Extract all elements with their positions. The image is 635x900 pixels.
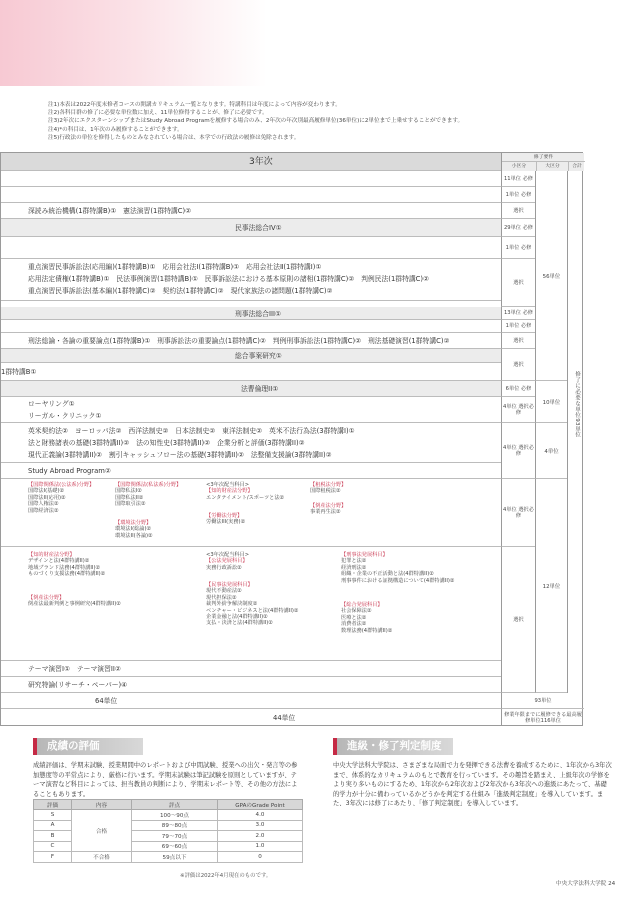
group-minji-hatten: 【民事法発展科目】 現代不動産法② 現代担保法② 裁判外紛争解決制度② ベンチャー・ビジネスと法(4群特講II)② 企業金融と法(4群特講II)② 支払・決済と法(4群特講II)② <box>206 582 299 627</box>
req-sentaku-c: 選択 <box>501 333 535 349</box>
theme-seminar: テーマ演習I① テーマ演習II② <box>28 665 121 673</box>
group-tosan: 【倒産法分野】 事業再生法② <box>310 503 347 516</box>
group-rodo: 【労働法分野】 労働法III(実務)② <box>206 513 246 526</box>
minji-sogo: 民事法総合IV① <box>235 224 282 232</box>
group-koho: 【国際関係法(公法系)分野】 国際法I(基礎)② 国際法II(応用)② 国際人権法② 国際経済法② <box>28 482 95 514</box>
row-basic-law <box>1 423 501 463</box>
sub-category-label: 小区分 <box>511 164 527 169</box>
req-1a: 1単位 必修 <box>501 187 535 203</box>
note-5: 注5)行政法の単位を修得したものとみなされている場合は、本学での行政法の履修は免除されます。 <box>48 134 300 141</box>
row-blank-4 <box>1 320 501 333</box>
note-2: 注2)各科目群の修了に必要な単位数に加え、11単位修得することが、修了に必要です。 <box>48 110 268 117</box>
basic-law-1: 英米契約法② ヨーロッパ法② 西洋法制史② 日本法制史② 東洋法制史② 英米不法行為法(3群特講I)① <box>28 427 355 435</box>
note-3: 注3)2年次にエクスターンシップまたはStudy Abroad Programを履修する場合のみ、2年次の年次別最高履修単位(36単位)に2単位まで上乗せすることができます。 <box>48 118 464 125</box>
req-4: 4単位 <box>535 423 567 479</box>
row-minji-electives <box>1 259 501 301</box>
req-1b: 1単位 必修 <box>501 237 535 259</box>
row-sogo-jimu <box>1 349 501 363</box>
row-blank-2 <box>1 187 501 203</box>
group-kankyo: 【環境法分野】 環境法I(総論)② 環境法II(各論)② <box>115 520 153 539</box>
table-row: B 79〜70点 2.0 <box>34 831 303 842</box>
req-4b: 4単位 選択必修 <box>501 423 535 479</box>
group-chizai-b: 【知的財産法分野】 デザインと法(4群特講II)② 地域ブランド法務(4群特講II)② ものづくり支援法務(4群特講II)② <box>28 552 106 578</box>
curriculum-table <box>0 152 583 726</box>
req-11: 11単位 必修 <box>501 171 535 187</box>
shinkyu-body: 中央大学法科大学院は、さまざまな局面で力を発揮できる法曹を養成するために、1年次から3年次まで、体系的なカリキュラムのもとで教育を行っています。その趣旨を踏まえ、上級年次の学修をより実り多いものにするため、1年次から2年次および2年次から3年次への進級にあたって、基礎的学力が十分に備わっているかどうかを判定する仕組み「進級判定制度」を導入しています。また、3年次には修了にあたり、「修了判定制度」を導入しています。 <box>333 762 612 808</box>
row-thesis <box>1 661 501 677</box>
req-sentaku-a: 選択 <box>501 203 535 219</box>
seiseki-body: 成績評価は、学期末試験、授業期間中のレポートおよび中間試験、授業への出欠・発言等の参加態度等の平常点により、厳格に行います。学期末試験は筆記試験を原則としていますが、テーマ演習など科目によっては、担当教員の判断により、学期末レポート等、その他の方法によることもあります。 <box>33 762 298 798</box>
notes <box>48 101 623 142</box>
legal-clinic: リーガル・クリニック① <box>28 412 102 420</box>
fail-label: 不合格 <box>72 852 132 863</box>
req-116: 修業年限までに履修できる最高履修単位116単位 <box>501 709 584 726</box>
row-gunB <box>1 363 501 381</box>
row-blank-1 <box>1 171 501 187</box>
row-kenpo <box>1 203 501 219</box>
grade-table <box>33 799 303 863</box>
shinkyu-section-heading <box>333 738 443 755</box>
year-header <box>1 153 501 171</box>
note-1: 注1)本表は2022年度末修者コースの開講カリキュラム一覧となります。特講科目は年度によって内容が変わります。 <box>48 102 341 108</box>
score-header: 評点 <box>132 800 218 810</box>
req-12: 12単位 <box>535 479 567 693</box>
study-abroad: Study Abroad Program② <box>28 467 111 475</box>
minji-electives-2: 応用法定債権(1群特講B)① 民法事例演習(1群特講B)① 民事訴訟法における基本原則の諸相(1群特講C)② 判例民法(1群特講C)② <box>28 275 430 283</box>
shinkyu-title: 進級・修了判定制度 <box>347 740 442 752</box>
row-keiji-sogo <box>1 307 501 320</box>
units-64: 64単位 <box>95 697 118 705</box>
table-row: S 合格 100〜90点 4.0 <box>34 810 303 821</box>
row-blank-3 <box>1 237 501 259</box>
requirements-header <box>501 153 584 171</box>
table-row: A 89〜80点 3.0 <box>34 820 303 831</box>
footer-page-number: 中央大学法科大学院 24 <box>556 881 616 887</box>
row-research <box>1 677 501 693</box>
req-4c: 4単位 選択必修 <box>501 479 535 547</box>
row-sap <box>1 463 501 479</box>
year-label: 3年次 <box>249 157 273 167</box>
grade-header: 評価 <box>34 800 72 810</box>
row-advanced <box>1 547 501 661</box>
total-93-vertical: 修了に必要な単位93単位 <box>574 371 580 438</box>
seiseki-title: 成績の評価 <box>47 740 100 752</box>
row-international <box>1 479 501 547</box>
keiji-electives: 刑法総論・各論の重要論点(1群特講B)① 刑事訴訟法の重要論点(1群特講C)② 判例刑事訴訟法(1群特講C)② 刑法基礎演習(1群特講C)② <box>28 337 450 345</box>
req-sentaku-b: 選択 <box>501 259 535 307</box>
content-header: 内容 <box>72 800 132 810</box>
total-label: 合計 <box>568 162 585 171</box>
pass-label: 合格 <box>72 810 132 852</box>
required-units-label: 修了要件 <box>502 153 585 162</box>
header-band <box>0 0 635 86</box>
row-64 <box>1 693 584 709</box>
basic-law-2: 法と財務諸表の基礎(3群特講II)② 法の知性史(3群特講II)② 企業分析と評価(3群特講II)② <box>28 439 305 447</box>
research-paper: 研究特論(リサーチ・ペーパー)④ <box>28 681 128 689</box>
req-56: 56単位 <box>535 171 567 381</box>
hoso-rinri: 法曹倫理II① <box>241 385 279 393</box>
row-minji-sogo <box>1 219 501 237</box>
group-y3b: <3年次配当科目> 【公法発展科目】 実務行政訴訟② <box>206 552 250 571</box>
basic-law-3: 現代正義論(3群特講II)② 割引キャッシュフロー法の基礎(3群特講II)② 法整備支援論(3群特講II)② <box>28 451 332 459</box>
group-keiji-hatten: 【刑事法発展科目】 犯罪と法② 経済刑法② 組織・企業の不正活動と法(4群特講II)② 刑事事件における証拠構造について(4群特講II)② <box>341 552 455 584</box>
gun-b: 1群特講B① <box>1 368 37 376</box>
row-skills <box>1 397 501 423</box>
mid-category-label: 大区分 <box>536 162 568 171</box>
group-shiho: 【国際関係法(私法系)分野】 国際私法I② 国際私法II② 国際取引法② <box>115 482 182 508</box>
group-sogo-hatten: 【総合発展科目】 社会保障法② 医療と法② 消費者法② 数理法務(4群特講II)② <box>341 602 393 634</box>
sogo-jimu: 総合事案研究① <box>235 352 282 360</box>
table-row: F 不合格 59点以下 0 <box>34 852 303 863</box>
minji-electives-3: 重点演習民事訴訟法(基本編)(1群特講C)② 契約法(1群特講C)② 現代家族法の諸問題(1群特講C)② <box>28 287 333 295</box>
group-tosan-b: 【倒産法分野】 倒産法最新判例と事例研究(4群特講II)② <box>28 595 121 608</box>
req-1c: 1単位 必修 <box>501 320 535 333</box>
req-sentaku-d: 選択 <box>501 349 535 381</box>
row-rinri <box>1 381 501 397</box>
group-sozei: 【租税法分野】 国際租税法② <box>310 482 347 495</box>
minji-electives-1: 重点演習民事訴訟法(応用編)(1群特講B)① 応用会社法Ⅰ(1群特講B)① 応用会社法Ⅱ(1群特講Ⅰ)① <box>28 263 322 271</box>
req-6: 6単位 必修 <box>501 381 535 397</box>
units-44: 44単位 <box>273 714 296 722</box>
lawyering: ローヤリング① <box>28 400 75 408</box>
keiji-sogo: 刑事法総合III① <box>235 310 282 318</box>
row-keiji-electives <box>1 333 501 349</box>
total-column <box>567 171 584 693</box>
kenpo-courses: 深読み統治機構(1群特講B)① 憲法演習(1群特講C)② <box>28 207 192 215</box>
note-4: 注4)*の科目は、1年次のみ履修することができます。 <box>48 126 183 133</box>
group-y3a: <3年次配当科目> 【知的財産法分野】 エンタテイメント/スポーツと法② <box>206 482 285 501</box>
req-10: 10単位 <box>535 381 567 423</box>
req-29: 29単位 必修 <box>501 219 535 237</box>
req-4a: 4単位 選択必修 <box>501 397 535 423</box>
table-row: C 69〜60点 1.0 <box>34 841 303 852</box>
req-13: 13単位 必修 <box>501 307 535 320</box>
seiseki-section-heading <box>33 738 143 755</box>
req-93: 93単位 <box>501 693 584 709</box>
row-44 <box>1 709 501 726</box>
grade-note: ※評価は2022年4月現在のものです。 <box>180 873 272 879</box>
gp-header: GPAのGrade Point <box>218 800 303 810</box>
req-sentaku-e: 選択 <box>501 547 535 693</box>
